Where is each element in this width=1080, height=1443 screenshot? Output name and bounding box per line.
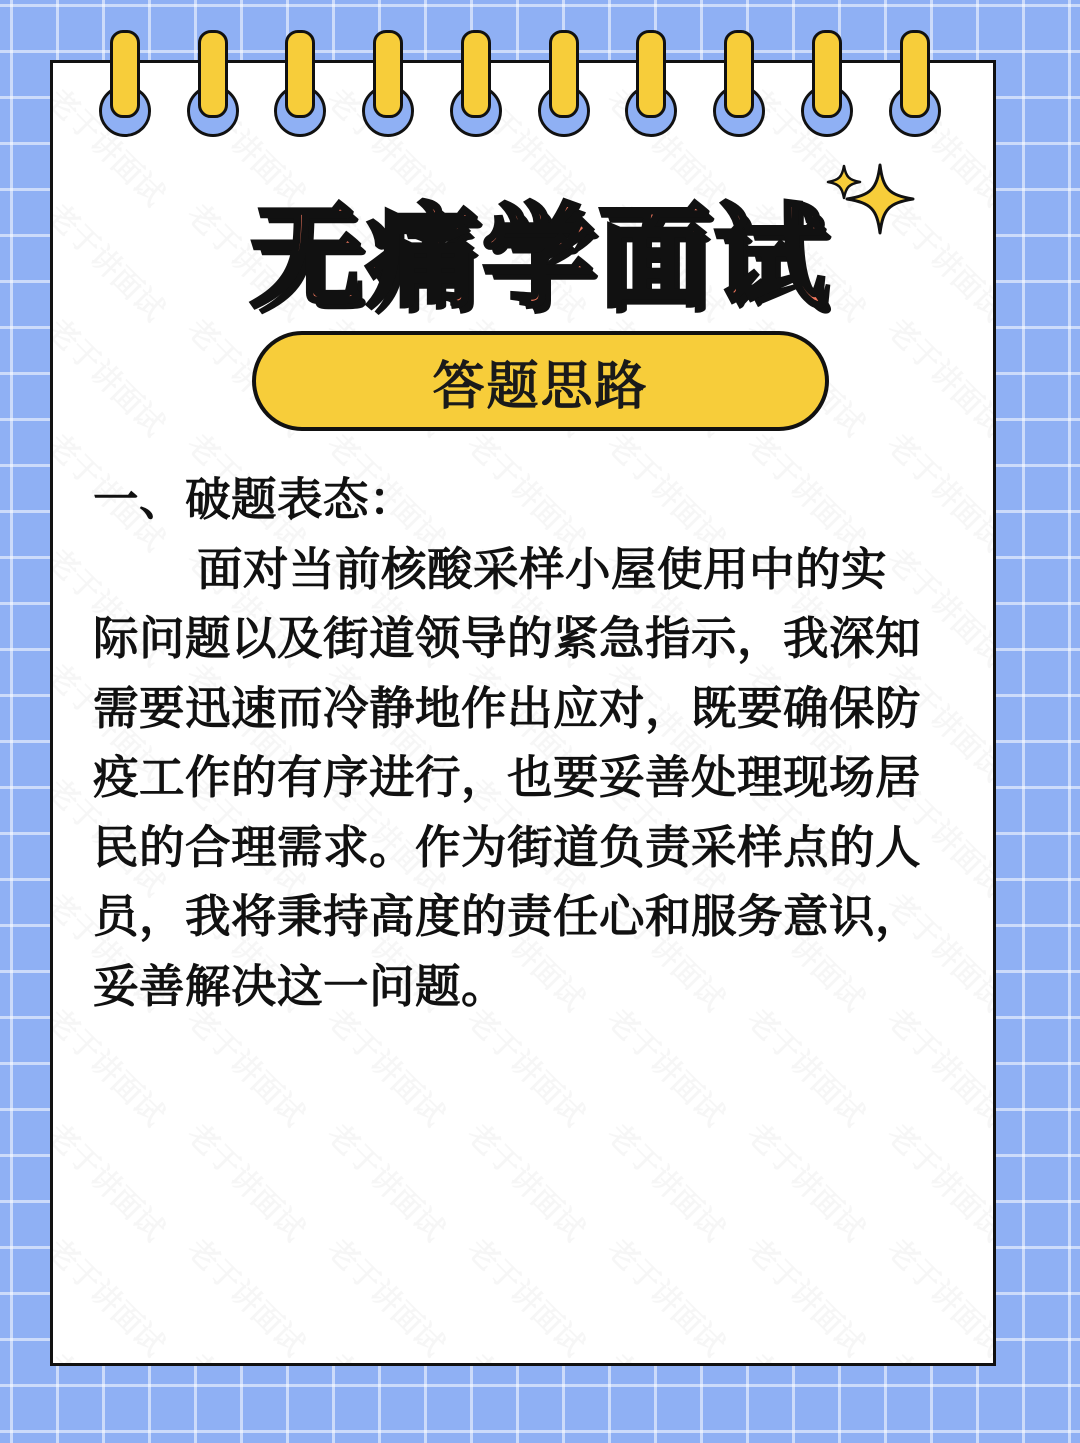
watermark-text	[459, 1111, 596, 1248]
binder-ring	[537, 30, 589, 135]
watermark-text	[739, 1111, 876, 1248]
watermark-text	[879, 1226, 996, 1363]
section-heading: 一、破题表态：	[93, 473, 416, 526]
answer-content	[93, 465, 923, 1021]
watermark-text	[179, 1226, 316, 1363]
binder-ring	[800, 30, 852, 135]
page-title: 无痛学面试	[250, 193, 830, 323]
binder-ring	[186, 30, 238, 135]
watermark-text	[879, 1341, 996, 1366]
binder-ring	[273, 30, 325, 135]
binder-ring	[624, 30, 676, 135]
watermark-text	[319, 1226, 456, 1363]
watermark-text	[459, 1226, 596, 1363]
watermark-text	[599, 1226, 736, 1363]
watermark-text	[739, 1226, 876, 1363]
watermark-text	[319, 1341, 456, 1366]
section-body: 面对当前核酸采样小屋使用中的实际问题以及街道领导的紧急指示，我深知需要迅速而冷静地作出应对，既要确保防疫工作的有序进行，也要妥善处理现场居民的合理需求。作为街道负责采样点的人员，我将秉持高度的责任心和服务意识，妥善解决这一问题。	[93, 542, 922, 1013]
watermark-text	[459, 1341, 596, 1366]
watermark-text	[179, 1111, 316, 1248]
watermark-text	[50, 1341, 177, 1366]
binder-ring	[361, 30, 413, 135]
binder-ring	[98, 30, 150, 135]
watermark-text	[599, 1341, 736, 1366]
watermark-text	[50, 1111, 177, 1248]
subtitle-badge: 答题思路	[252, 331, 829, 431]
binder-ring	[888, 30, 940, 135]
watermark-text	[319, 1111, 456, 1248]
watermark-text	[599, 1111, 736, 1248]
watermark-text	[739, 1341, 876, 1366]
binder-ring	[712, 30, 764, 135]
watermark-text	[179, 1341, 316, 1366]
sparkle-icon	[825, 163, 863, 201]
binder-ring	[449, 30, 501, 135]
watermark-text	[50, 1226, 177, 1363]
watermark-text	[879, 1111, 996, 1248]
